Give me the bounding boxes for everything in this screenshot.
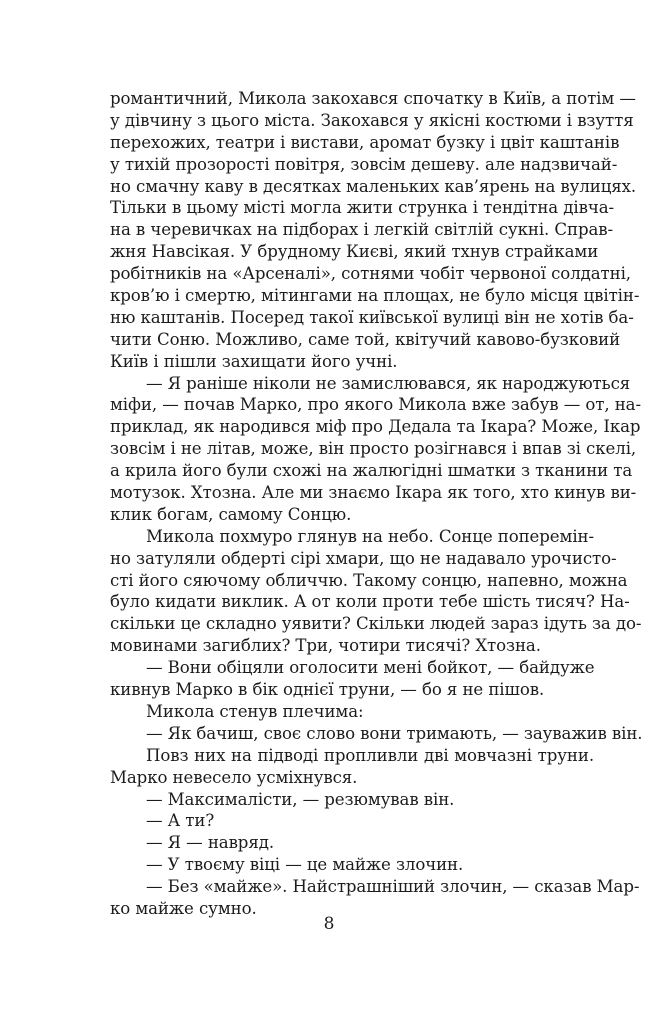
text-line: мовинами загиблих? Три, чотири тисячі? Хтозна.: [110, 636, 541, 656]
text-line: робітників на «Арсеналі», сотнями чобіт червоної солдатні,: [110, 264, 631, 284]
text-line: скільки це складно уявити? Скільки людей зараз ідуть за до-: [110, 614, 642, 634]
text-line: ко майже сумно.: [110, 898, 257, 918]
text-line: у тихій прозорості повітря, зовсім дешеву. але надзвичай-: [110, 154, 618, 174]
text-line: Микола стенув плечима:: [146, 701, 364, 721]
text-line: а крила його були схожі на жалюгідні шматки з тканини та: [110, 461, 633, 481]
text-line: но затуляли обдерті сірі хмари, що не надавало урочисто-: [110, 548, 617, 568]
text-line: перехожих, театри і вистави, аромат бузку і цвіт каштанів: [110, 132, 620, 152]
text-line: — Максималісти, — резюмував він.: [146, 789, 455, 809]
text-line: мотузок. Хтозна. Але ми знаємо Ікара як того, хто кинув ви-: [110, 483, 637, 503]
page-number: 8: [323, 914, 335, 934]
text-line: жня Навсікая. У брудному Києві, який тхнув страйками: [110, 242, 599, 262]
text-line: романтичний, Микола закохався спочатку в Київ, а потім —: [110, 89, 636, 108]
text-line: но смачну каву в десятках маленьких кав’ярень на вулицях.: [110, 176, 637, 196]
text-line: сті його сяючому обличчю. Такому сонцю, напевно, можна: [110, 570, 628, 590]
text-line: — У твоєму віці — це майже злочин.: [146, 855, 464, 875]
text-line: Марко невесело усміхнувся.: [110, 767, 358, 787]
text-line: приклад, як народився міф про Дедала та Ікара? Може, Ікар: [110, 417, 641, 437]
body-text: [110, 88, 643, 920]
text-line: у дівчину з цього міста. Закохався у якісні костюми і взуття: [110, 110, 634, 130]
text-line: було кидати виклик. А от коли проти тебе шість тисяч? На-: [110, 592, 630, 612]
text-line: клик богам, самому Сонцю.: [110, 504, 352, 524]
text-line: чити Соню. Можливо, саме той, квітучий кавово-бузковий: [110, 329, 621, 349]
text-line: міфи, — почав Марко, про якого Микола вже забув — от, на-: [110, 395, 641, 415]
text-line: Микола похмуро глянув на небо. Сонце поперемін-: [146, 526, 594, 546]
text-line: Київ і пішли захищати його учні.: [110, 351, 398, 371]
text-line: — Я — навряд.: [146, 833, 274, 853]
text-line: — Я раніше ніколи не замислювався, як народжуються: [146, 373, 631, 393]
text-line: — Без «майже». Найстрашніший злочин, — сказав Мар-: [146, 877, 640, 897]
text-line: Тільки в цьому місті могла жити струнка і тендітна дівча-: [110, 198, 614, 218]
text-line: кров’ю і смертю, мітингами на площах, не було місця цвітін-: [110, 286, 640, 306]
text-line: кивнув Марко в бік однієї труни, — бо я не пішов.: [110, 680, 545, 700]
text-line: ню каштанів. Посеред такої київської вулиці він не хотів ба-: [110, 307, 634, 327]
text-line: Повз них на підводі пропливли дві мовчазні труни.: [146, 745, 594, 765]
text-line: — Вони обіцяли оголосити мені бойкот, — байдуже: [146, 658, 595, 678]
text-line: — А ти?: [146, 811, 215, 831]
text-line: — Як бачиш, своє слово вони тримають, — зауважив він.: [146, 723, 643, 743]
text-line: на в черевичках на підборах і легкій світлій сукні. Справ-: [110, 220, 614, 240]
text-line: зовсім і не літав, може, він просто розігнався і впав зі скелі,: [110, 439, 637, 459]
